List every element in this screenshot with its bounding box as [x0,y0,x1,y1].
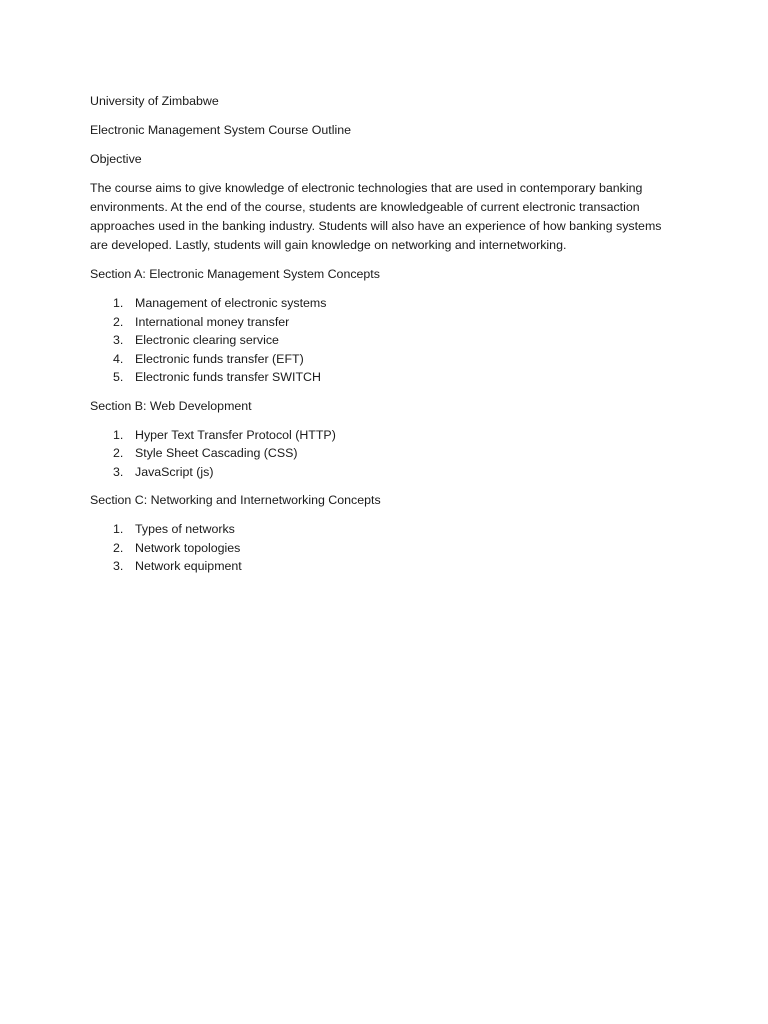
document-content [90,92,680,586]
list-number: 2. [113,446,124,460]
list-number: 1. [113,427,124,442]
section-list [90,520,680,576]
list-item-text: Management of electronic systems [135,296,327,310]
section-list [90,294,680,387]
list-item-text: Style Sheet Cascading (CSS) [135,446,298,460]
list-item [90,313,680,332]
list-item [90,426,680,445]
list-item [90,463,680,482]
objective-text: The course aims to give knowledge of electronic technologies that are used in contemporary banking environments. At the end of the course, students are knowledgeable of current electronic transaction approaches used in the banking industry. Students will also have an experience of how banking systems are developed. Lastly, students will gain knowledge on networking and internetworking. [90,181,662,252]
list-item [90,444,680,463]
list-number: 5. [113,370,124,384]
list-item [90,294,680,313]
list-item-text: Network equipment [135,559,242,573]
course-title: Electronic Management System Course Outline [90,123,352,137]
list-number: 2. [113,314,124,329]
list-number: 3. [113,464,124,479]
list-item-text: Electronic funds transfer SWITCH [135,370,321,384]
list-item [90,557,680,576]
list-number: 1. [113,296,124,310]
list-item-text: International money transfer [135,314,290,329]
section-heading: Section C: Networking and Internetworking Concepts [90,493,381,507]
list-number: 4. [113,351,124,366]
section-heading: Section B: Web Development [90,398,252,413]
section-heading: Section A: Electronic Management System Concepts [90,267,380,281]
list-item [90,520,680,539]
list-number: 2. [113,540,124,555]
list-item-text: Network topologies [135,540,241,555]
list-item [90,539,680,558]
objective-heading: Objective [90,152,142,166]
list-item-text: Electronic funds transfer (EFT) [135,351,304,366]
list-number: 3. [113,333,124,347]
list-item [90,331,680,350]
section-list [90,426,680,482]
list-item-text: Electronic clearing service [135,333,279,347]
list-number: 3. [113,559,124,573]
list-item-text: Hyper Text Transfer Protocol (HTTP) [135,427,336,442]
list-item-text: JavaScript (js) [135,464,214,479]
university-name: University of Zimbabwe [90,94,219,108]
list-number: 1. [113,522,124,536]
list-item-text: Types of networks [135,522,235,536]
list-item [90,368,680,387]
list-item [90,350,680,369]
